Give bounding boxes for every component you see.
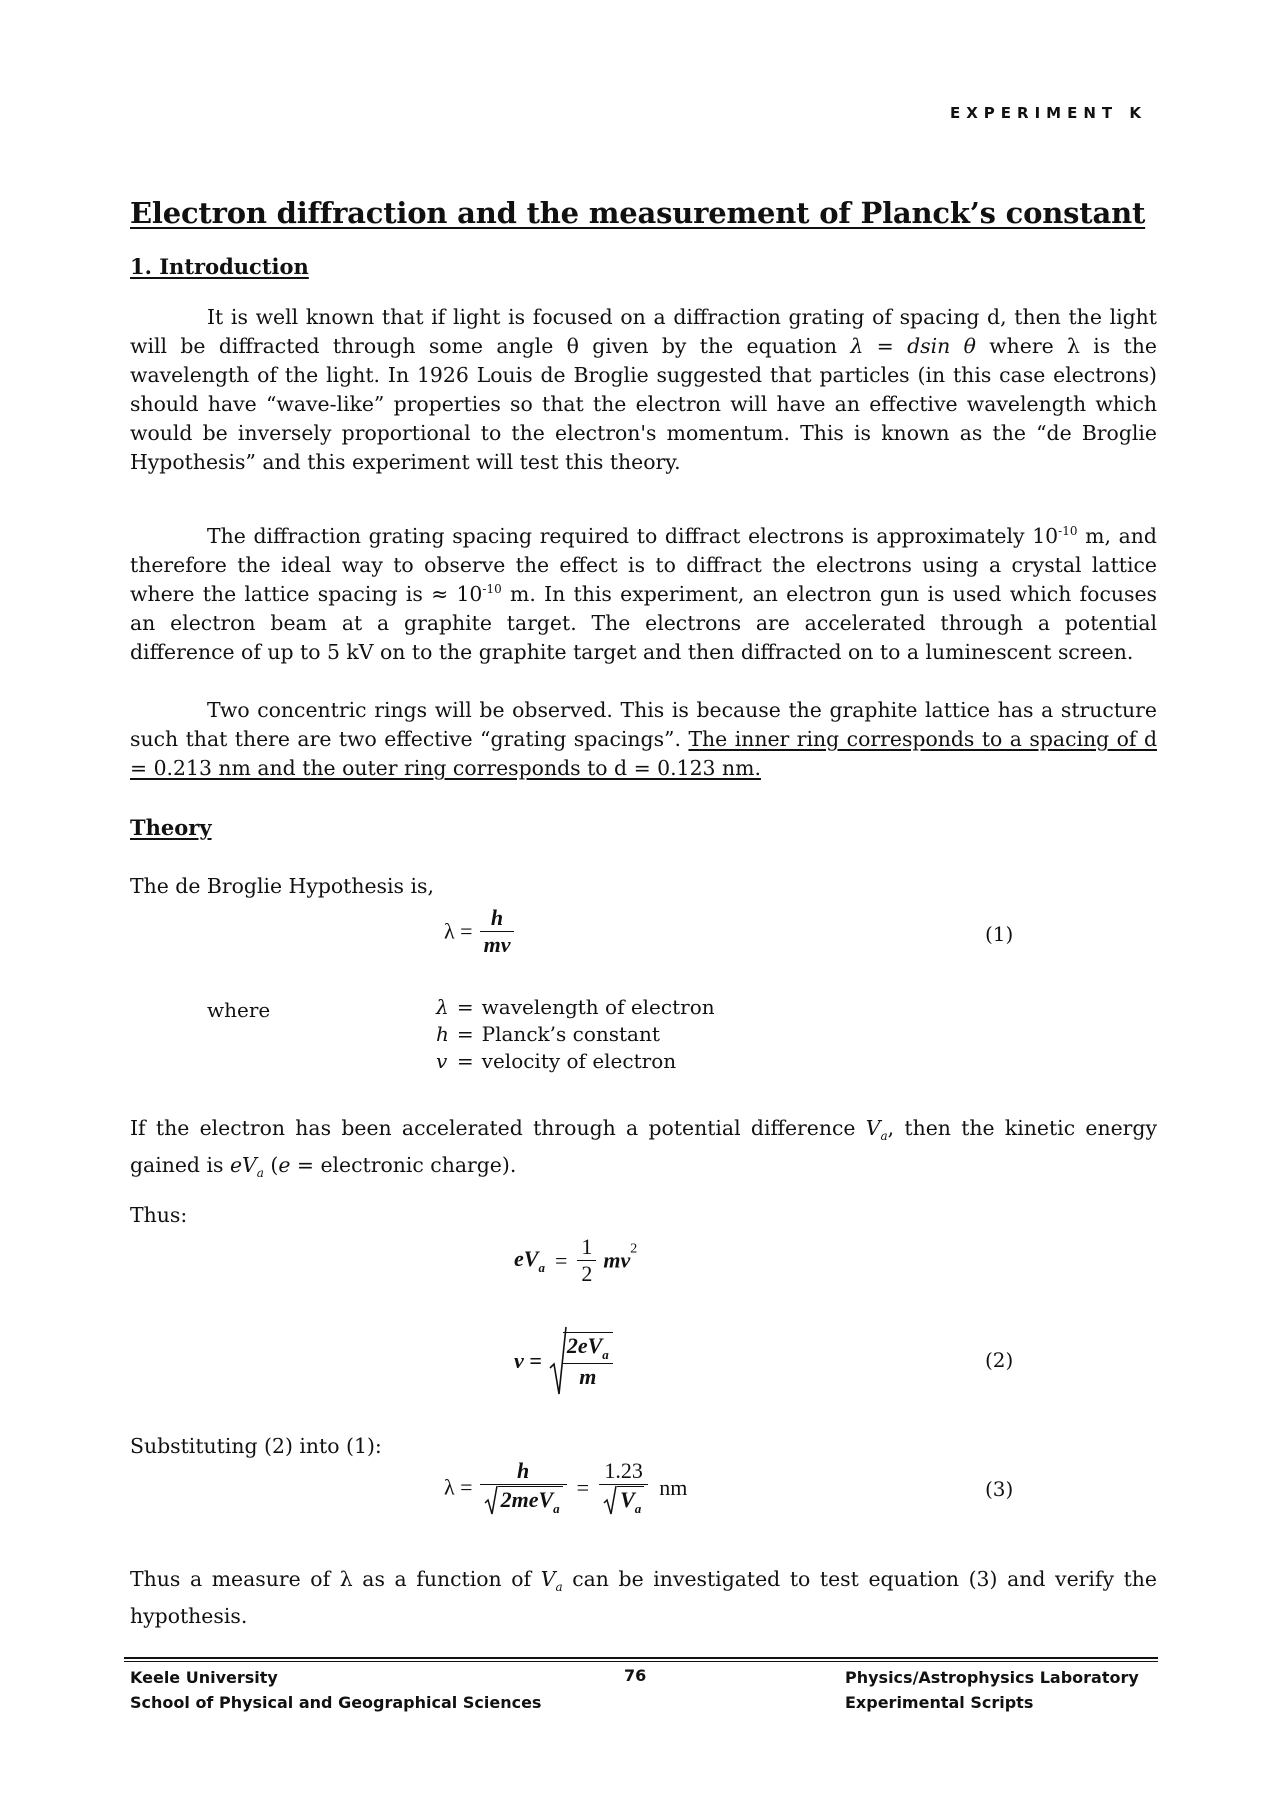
grating-equation: λ = dsin θ — [850, 334, 976, 358]
footer-lab: Physics/Astrophysics Laboratory — [845, 1668, 1139, 1687]
conclusion-paragraph: Thus a measure of λ as a function of $V_a$ can be investigated to test equation (3) and verify the hypothesis. — [130, 1567, 1157, 1629]
ring-spacing-note: The inner ring corresponds to a spacing of d = 0.213 nm and the outer ring corresponds to d = 0.123 nm. — [130, 727, 1157, 780]
footer-school: School of Physical and Geographical Sciences — [130, 1693, 542, 1712]
page-number: 76 — [624, 1666, 647, 1685]
equation-3: λ = $\frac{h}{2meV_a}$ = $\frac{1.23}{V_a}$ nm — [444, 1458, 688, 1516]
footer-university: Keele University — [130, 1668, 278, 1687]
equation-1-number: (1) — [985, 922, 1014, 946]
intro-paragraph-3: Two concentric rings will be observed. This is because the graphite lattice has a structure such that there are two effective “grating spacings”. The inner ring corresponds to a spacing of d = 0.213 nm and the outer ring corresponds to d = 0.123 nm. — [130, 698, 1157, 780]
equation-2: v = $\frac{2eV_a}{m}$ — [514, 1326, 613, 1396]
kinetic-energy-paragraph: If the electron has been accelerated through a potential difference $V_a$, then the kinetic energy gained is $eV_a$ (e = electronic charge). — [130, 1116, 1157, 1181]
where-label: where — [207, 998, 271, 1022]
substitution-label: Substituting (2) into (1): — [130, 1434, 382, 1458]
theory-heading: Theory — [130, 815, 212, 840]
page-title: Electron diffraction and the measurement of Planck’s constant — [130, 196, 1146, 230]
equation-3-number: (3) — [985, 1477, 1014, 1501]
footer-divider — [124, 1657, 1158, 1659]
definition-row: λ = wavelength of electron — [436, 995, 715, 1019]
sqrt-sign-icon — [603, 1485, 617, 1515]
experiment-tag: EXPERIMENT K — [950, 104, 1147, 122]
footer-divider — [124, 1661, 1158, 1662]
definition-row: v = velocity of electron — [436, 1049, 677, 1073]
energy-equation: $eV_a$ = $\frac{1}{2}$ $mv^2$ — [514, 1234, 638, 1286]
intro-paragraph-1: It is well known that if light is focused on a diffraction grating of spacing d, then the light will be diffracted through some angle θ given by the equation λ = dsin θ where λ is the wavelength of the light. In 1926 Louis de Broglie suggested that particles (in this case electrons) should have “wave-like” properties so that the electron will have an effective wavelength which would be inversely proportional to the electron's momentum. This is known as the “de Broglie Hypothesis” and this experiment will test this theory. — [130, 305, 1158, 474]
equation-2-number: (2) — [985, 1348, 1014, 1372]
definition-row: h = Planck’s constant — [436, 1022, 660, 1046]
definitions-table — [436, 994, 723, 1075]
thus-label: Thus: — [130, 1203, 188, 1227]
introduction-heading: 1. Introduction — [130, 254, 309, 279]
sqrt-sign-icon — [484, 1485, 498, 1515]
intro-paragraph-2: The diffraction grating spacing required to diffract electrons is approximately $10^{-10}$ m, and therefore the ideal way to observe the effect is to diffract the electrons using a crystal lattice where the lattice spacing is ≈ $10^{-10}$ m. In this experiment, an electron gun is used which focuses an electron beam at a graphite target. The electrons are accelerated through a potential difference of up to 5 kV on to the graphite target and then diffracted on to a luminescent screen. — [130, 524, 1157, 664]
de-broglie-intro: The de Broglie Hypothesis is, — [130, 874, 434, 898]
equation-1: λ = $\frac{h}{mv}$ — [444, 905, 514, 958]
footer-scripts: Experimental Scripts — [845, 1693, 1034, 1712]
